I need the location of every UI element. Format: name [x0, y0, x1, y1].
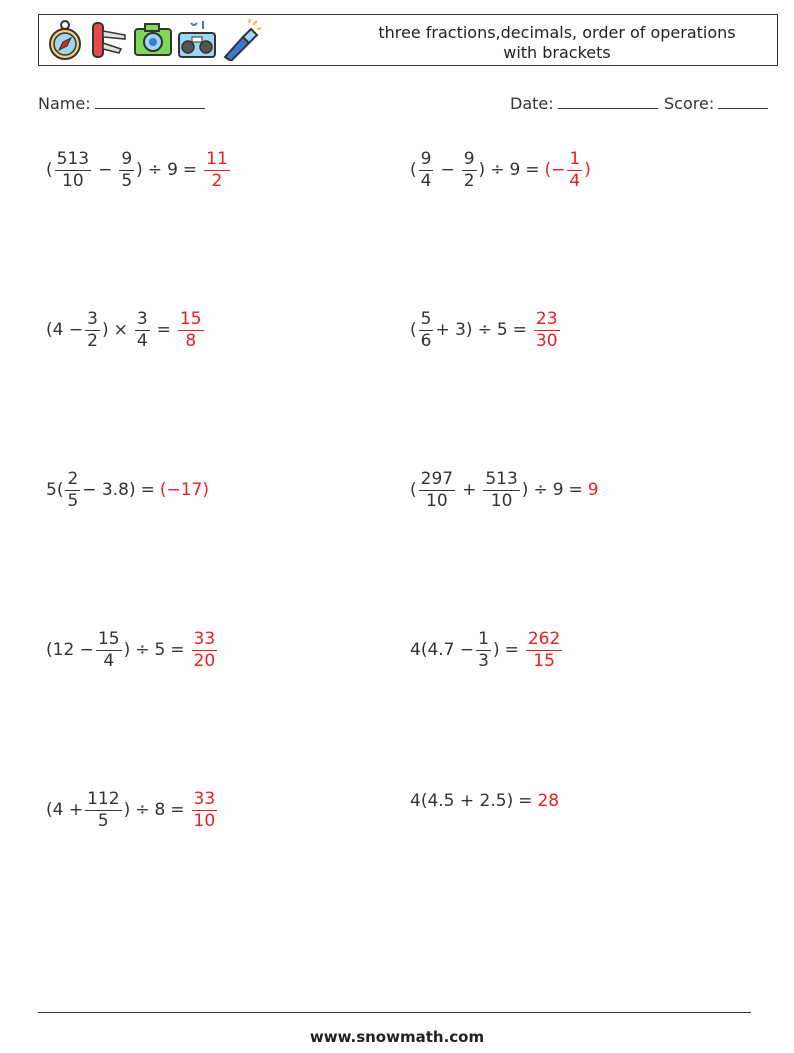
- answer-3: $\frac{15}{8}$: [179, 308, 202, 351]
- camera-icon: [133, 19, 173, 61]
- problem-6: ( $\frac{297}{10}$ + $\frac{513}{10}$ ) ÷ 9 = 9: [410, 468, 599, 511]
- score-field: Score:: [664, 92, 768, 113]
- problem-8: 4(4.7 − $\frac{1}{3}$ ) = $\frac{262}{15}$: [410, 620, 564, 680]
- name-line[interactable]: [95, 92, 205, 109]
- footer-divider: [38, 1012, 751, 1013]
- answer-1: $\frac{11}{2}$: [206, 148, 228, 191]
- problem-1: ( $\frac{513}{10}$ − $\frac{9}{5}$ ) ÷ 9 = $\frac{11}{2}$: [46, 140, 232, 200]
- radio-icon: [177, 19, 217, 61]
- problem-10: 4(4.5 + 2.5) = 28: [410, 791, 560, 811]
- answer-7: $\frac{33}{20}$: [193, 628, 216, 671]
- name-field: Name:: [38, 92, 205, 113]
- header-box: [38, 14, 778, 66]
- problem-9: (4 + $\frac{112}{5}$ ) ÷ 8 = $\frac{33}{10}$: [46, 780, 219, 840]
- answer-4: $\frac{23}{30}$: [535, 308, 558, 351]
- answer-2: (− $\frac{1}{4}$ ): [544, 148, 591, 191]
- pocket-knife-icon: [89, 19, 129, 61]
- flashlight-icon: [221, 19, 261, 61]
- problem-4: ( $\frac{5}{6}$ + 3) ÷ 5 = $\frac{23}{30}$: [410, 300, 562, 360]
- answer-10: 28: [537, 791, 560, 811]
- problem-5: 5( $\frac{2}{5}$ − 3.8) = (−17): [46, 468, 209, 511]
- answer-9: $\frac{33}{10}$: [193, 788, 216, 831]
- compass-icon: [45, 19, 85, 61]
- problem-3: (4 − $\frac{3}{2}$ ) × $\frac{3}{4}$ = $\frac{15}{8}$: [46, 300, 206, 360]
- header-icons: [45, 19, 261, 63]
- score-line[interactable]: [718, 92, 768, 109]
- problem-7: (12 − $\frac{15}{4}$ ) ÷ 5 = $\frac{33}{20}$: [46, 620, 219, 680]
- worksheet-title: three fractions,decimals, order of operations with brackets: [378, 23, 736, 62]
- answer-5: (−17): [159, 480, 209, 500]
- problem-2: ( $\frac{9}{4}$ − $\frac{9}{2}$ ) ÷ 9 = (− $\frac{1}{4}$ ): [410, 148, 591, 191]
- answer-8: $\frac{262}{15}$: [527, 628, 561, 671]
- answer-6: 9: [587, 480, 599, 500]
- footer-site: www.snowmath.com: [309, 1028, 485, 1046]
- date-line[interactable]: [558, 92, 658, 109]
- date-field: Date:: [510, 92, 658, 113]
